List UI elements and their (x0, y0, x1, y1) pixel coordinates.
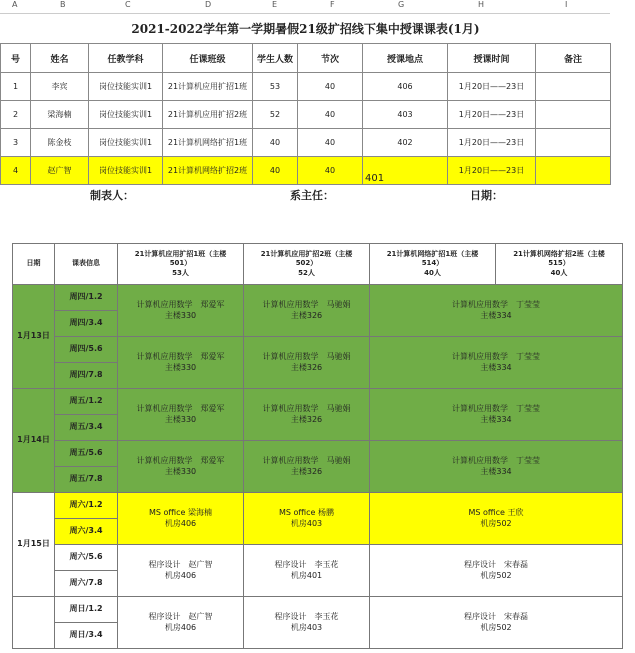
cell-class[interactable]: 21计算机网络扩招1班 (163, 129, 253, 157)
course-cell[interactable]: 计算机应用数学 郑爱军 主楼330 (118, 285, 244, 337)
header-cell[interactable]: 任教学科 (89, 44, 163, 73)
sign-date: 日期： (470, 189, 503, 202)
sheet-title: 2021-2022学年第一学期暑假21级扩招线下集中授课课表(1月) (131, 21, 480, 36)
course-cell[interactable]: 计算机应用数学 郑爱军 主楼330 (118, 337, 244, 389)
cell-students[interactable]: 40 (253, 129, 298, 157)
course-cell[interactable]: 程序设计 赵广智 机房406 (118, 545, 244, 597)
course-cell[interactable]: 程序设计 赵广智 机房406 (118, 597, 244, 649)
cell-students[interactable]: 53 (253, 73, 298, 101)
header-date: 日期 (13, 244, 55, 285)
cell-subject[interactable]: 岗位技能实训1 (89, 101, 163, 129)
period-cell: 周五/3.4 (55, 415, 118, 441)
day-cell: 1月14日 (13, 389, 55, 493)
period-cell: 周五/5.6 (55, 441, 118, 467)
cell-place[interactable]: 403 (363, 101, 448, 129)
class-header: 21计算机网络扩招2班（主楼 515） 40人 (496, 244, 623, 285)
course-cell[interactable]: MS office 梁海楠 机房406 (118, 493, 244, 545)
cell-subject[interactable]: 岗位技能实训1 (89, 73, 163, 101)
period-cell: 周五/7.8 (55, 467, 118, 493)
col-letter[interactable]: F (330, 0, 335, 9)
cell-time[interactable]: 1月20日——23日 (448, 129, 536, 157)
cell-no[interactable]: 4 (1, 157, 31, 185)
header-cell[interactable]: 姓名 (31, 44, 89, 73)
col-letter[interactable]: E (272, 0, 278, 9)
cell-students[interactable]: 52 (253, 101, 298, 129)
header-cell[interactable]: 节次 (298, 44, 363, 73)
cell-class[interactable]: 21计算机应用扩招1班 (163, 73, 253, 101)
table-row-highlighted (1, 157, 611, 185)
header-cell[interactable]: 备注 (536, 44, 611, 73)
course-cell[interactable]: 程序设计 李玉花 机房403 (244, 597, 370, 649)
header-info: 课表信息 (55, 244, 118, 285)
day-cell: 1月13日 (13, 285, 55, 389)
header-cell[interactable]: 授课地点 (363, 44, 448, 73)
col-letter[interactable]: A (12, 0, 18, 9)
sign-maker: 制表人： (90, 189, 134, 202)
sign-director: 系主任： (290, 189, 334, 202)
course-cell[interactable]: 计算机应用数学 丁莹莹 主楼334 (370, 441, 623, 493)
cell-place[interactable]: 402 (363, 129, 448, 157)
period-cell: 周四/3.4 (55, 311, 118, 337)
cell-note[interactable] (536, 101, 611, 129)
period-cell: 周五/1.2 (55, 389, 118, 415)
col-letter[interactable]: I (565, 0, 568, 9)
header-cell[interactable]: 号 (1, 44, 31, 73)
cell-class[interactable]: 21计算机应用扩招2班 (163, 101, 253, 129)
column-header-bar (0, 0, 610, 14)
cell-students[interactable]: 40 (253, 157, 298, 185)
col-letter[interactable]: D (205, 0, 212, 9)
day-cell: 1月15日 (13, 493, 55, 597)
course-cell[interactable]: 程序设计 宋春磊 机房502 (370, 545, 623, 597)
course-cell[interactable]: 计算机应用数学 马驰娟 主楼326 (244, 389, 370, 441)
cell-periods[interactable]: 40 (298, 157, 363, 185)
teaching-schedule-table (0, 13, 611, 185)
course-cell[interactable]: 计算机应用数学 郑爱军 主楼330 (118, 389, 244, 441)
course-cell[interactable]: 计算机应用数学 丁莹莹 主楼334 (370, 389, 623, 441)
table-row (1, 129, 611, 157)
cell-time[interactable]: 1月20日——23日 (448, 101, 536, 129)
class-header: 21计算机应用扩招1班（主楼 501） 53人 (118, 244, 244, 285)
course-cell[interactable]: 计算机应用数学 郑爱军 主楼330 (118, 441, 244, 493)
cell-class[interactable]: 21计算机网络扩招2班 (163, 157, 253, 185)
table-row (1, 73, 611, 101)
header-cell[interactable]: 授课时间 (448, 44, 536, 73)
cell-name[interactable]: 赵广智 (31, 157, 89, 185)
course-cell[interactable]: 计算机应用数学 丁莹莹 主楼334 (370, 337, 623, 389)
course-cell[interactable]: MS office 杨鹏 机房403 (244, 493, 370, 545)
table-row (1, 101, 611, 129)
course-cell[interactable]: 计算机应用数学 马驰娟 主楼326 (244, 285, 370, 337)
class-header: 21计算机应用扩招2班（主楼 502） 52人 (244, 244, 370, 285)
class-header: 21计算机网络扩招1班（主楼 514） 40人 (370, 244, 496, 285)
cell-no[interactable]: 3 (1, 129, 31, 157)
period-cell: 周四/7.8 (55, 363, 118, 389)
period-cell: 周六/5.6 (55, 545, 118, 571)
col-letter[interactable]: H (478, 0, 485, 9)
day-cell (13, 597, 55, 649)
cell-periods[interactable]: 40 (298, 101, 363, 129)
period-cell: 周六/3.4 (55, 519, 118, 545)
cell-time[interactable]: 1月20日——23日 (448, 157, 536, 185)
header-cell[interactable]: 学生人数 (253, 44, 298, 73)
period-cell: 周日/1.2 (55, 597, 118, 623)
period-cell: 周六/7.8 (55, 571, 118, 597)
cell-no[interactable]: 2 (1, 101, 31, 129)
col-letter[interactable]: C (125, 0, 131, 9)
cell-note[interactable] (536, 73, 611, 101)
period-cell: 周四/1.2 (55, 285, 118, 311)
cell-place[interactable]: 401 (363, 157, 448, 185)
cell-time[interactable]: 1月20日——23日 (448, 73, 536, 101)
course-cell[interactable]: MS office 王欣 机房502 (370, 493, 623, 545)
period-cell: 周日/3.4 (55, 623, 118, 649)
cell-name[interactable]: 梁海楠 (31, 101, 89, 129)
class-timetable (12, 243, 623, 649)
cell-subject[interactable]: 岗位技能实训1 (89, 157, 163, 185)
cell-name[interactable]: 陈金枝 (31, 129, 89, 157)
cell-periods[interactable]: 40 (298, 73, 363, 101)
course-cell[interactable]: 计算机应用数学 马驰娟 主楼326 (244, 441, 370, 493)
course-cell[interactable]: 计算机应用数学 丁莹莹 主楼334 (370, 285, 623, 337)
period-cell: 周六/1.2 (55, 493, 118, 519)
header-cell[interactable]: 任课班级 (163, 44, 253, 73)
course-cell[interactable]: 计算机应用数学 马驰娟 主楼326 (244, 337, 370, 389)
cell-no[interactable]: 1 (1, 73, 31, 101)
cell-name[interactable]: 李宾 (31, 73, 89, 101)
cell-note[interactable] (536, 129, 611, 157)
col-letter[interactable]: G (398, 0, 405, 9)
cell-place[interactable]: 406 (363, 73, 448, 101)
cell-note[interactable] (536, 157, 611, 185)
period-cell: 周四/5.6 (55, 337, 118, 363)
course-cell[interactable]: 程序设计 李玉花 机房401 (244, 545, 370, 597)
cell-periods[interactable]: 40 (298, 129, 363, 157)
col-letter[interactable]: B (60, 0, 66, 9)
cell-subject[interactable]: 岗位技能实训1 (89, 129, 163, 157)
course-cell[interactable]: 程序设计 宋春磊 机房502 (370, 597, 623, 649)
